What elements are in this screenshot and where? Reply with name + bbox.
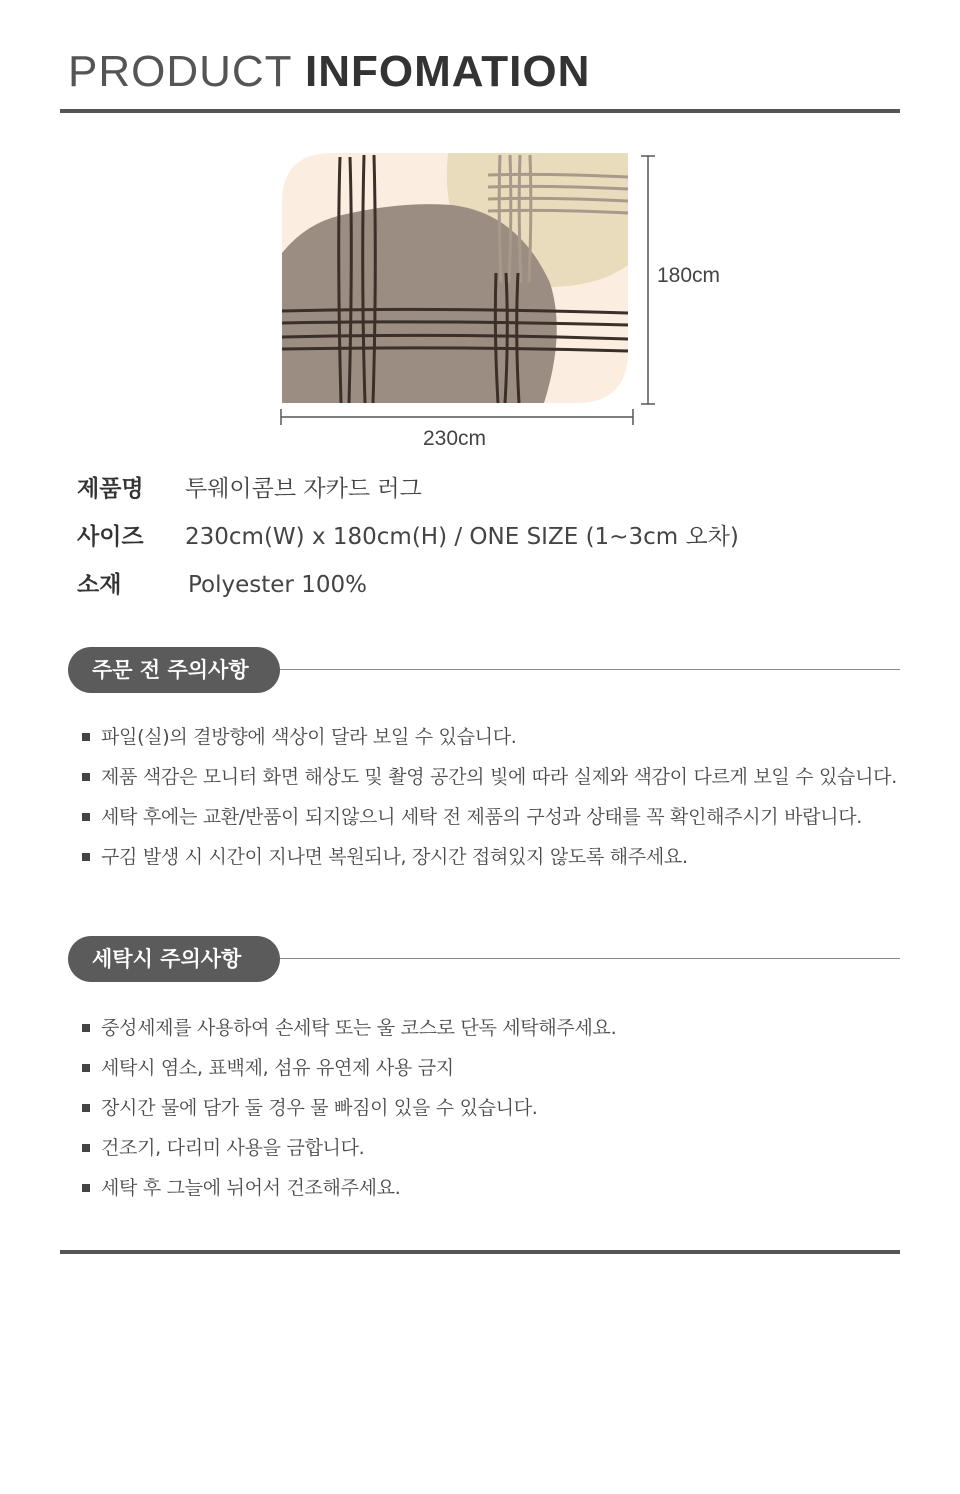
- bottom-divider: [60, 1250, 900, 1254]
- square-bullet-icon: [82, 1064, 90, 1072]
- spec-value: 투웨이콤브 자카드 러그: [185, 476, 422, 502]
- square-bullet-icon: [82, 813, 90, 821]
- list-item: [80, 717, 897, 757]
- top-divider: [60, 109, 900, 113]
- washing-notice-header: [68, 936, 900, 982]
- order-notice-header: [68, 647, 900, 693]
- spec-label: 제품명: [77, 476, 144, 502]
- washing-notice-list: [80, 1008, 616, 1208]
- section-title-pill: 세탁시 주의사항: [68, 936, 280, 982]
- height-label: 180cm: [657, 264, 721, 287]
- list-item-text: 세탁 후에는 교환/반품이 되지않으니 세탁 전 제품의 구성과 상태를 꼭 확인해주시기 바랍니다.: [101, 806, 863, 828]
- spec-value: Polyester 100%: [188, 572, 367, 598]
- section-divider: [280, 958, 900, 959]
- list-item: [80, 1128, 616, 1168]
- square-bullet-icon: [82, 853, 90, 861]
- list-item-text: 장시간 물에 담가 둘 경우 물 빠짐이 있을 수 있습니다.: [101, 1097, 538, 1119]
- section-divider: [280, 669, 900, 670]
- page-title: [68, 46, 590, 98]
- list-item: [80, 1168, 616, 1208]
- list-item-text: 제품 색감은 모니터 화면 해상도 및 촬영 공간의 빛에 따라 실제와 색감이 다르게 보일 수 있습니다.: [101, 766, 897, 788]
- list-item: [80, 837, 897, 877]
- list-item: [80, 797, 897, 837]
- width-label: 230cm: [423, 427, 487, 450]
- list-item-text: 중성세제를 사용하여 손세탁 또는 울 코스로 단독 세탁해주세요.: [101, 1017, 617, 1039]
- list-item-text: 세탁 후 그늘에 뉘어서 건조해주세요.: [101, 1177, 401, 1199]
- square-bullet-icon: [82, 1104, 90, 1112]
- title-light: PRODUCT: [68, 47, 292, 96]
- spec-label: 소재: [77, 572, 122, 598]
- list-item-text: 건조기, 다리미 사용을 금합니다.: [101, 1137, 365, 1159]
- list-item: [80, 1088, 616, 1128]
- square-bullet-icon: [82, 1184, 90, 1192]
- height-dimension-line: [640, 155, 656, 405]
- title-bold: INFOMATION: [305, 47, 591, 96]
- section-title-pill: 주문 전 주의사항: [68, 647, 280, 693]
- list-item: [80, 1008, 616, 1048]
- spec-label: 사이즈: [77, 524, 144, 550]
- rug-illustration: [282, 153, 628, 403]
- spec-value: 230cm(W) x 180cm(H) / ONE SIZE (1~3cm 오차): [185, 524, 739, 550]
- square-bullet-icon: [82, 1024, 90, 1032]
- list-item-text: 파일(실)의 결방향에 색상이 달라 보일 수 있습니다.: [101, 726, 517, 748]
- width-dimension-line: [280, 408, 634, 426]
- square-bullet-icon: [82, 733, 90, 741]
- list-item: [80, 1048, 616, 1088]
- square-bullet-icon: [82, 1144, 90, 1152]
- list-item-text: 세탁시 염소, 표백제, 섬유 유연제 사용 금지: [101, 1057, 454, 1079]
- list-item: [80, 757, 897, 797]
- square-bullet-icon: [82, 773, 90, 781]
- order-notice-list: [80, 717, 897, 877]
- list-item-text: 구김 발생 시 시간이 지나면 복원되나, 장시간 접혀있지 않도록 해주세요.: [101, 846, 688, 868]
